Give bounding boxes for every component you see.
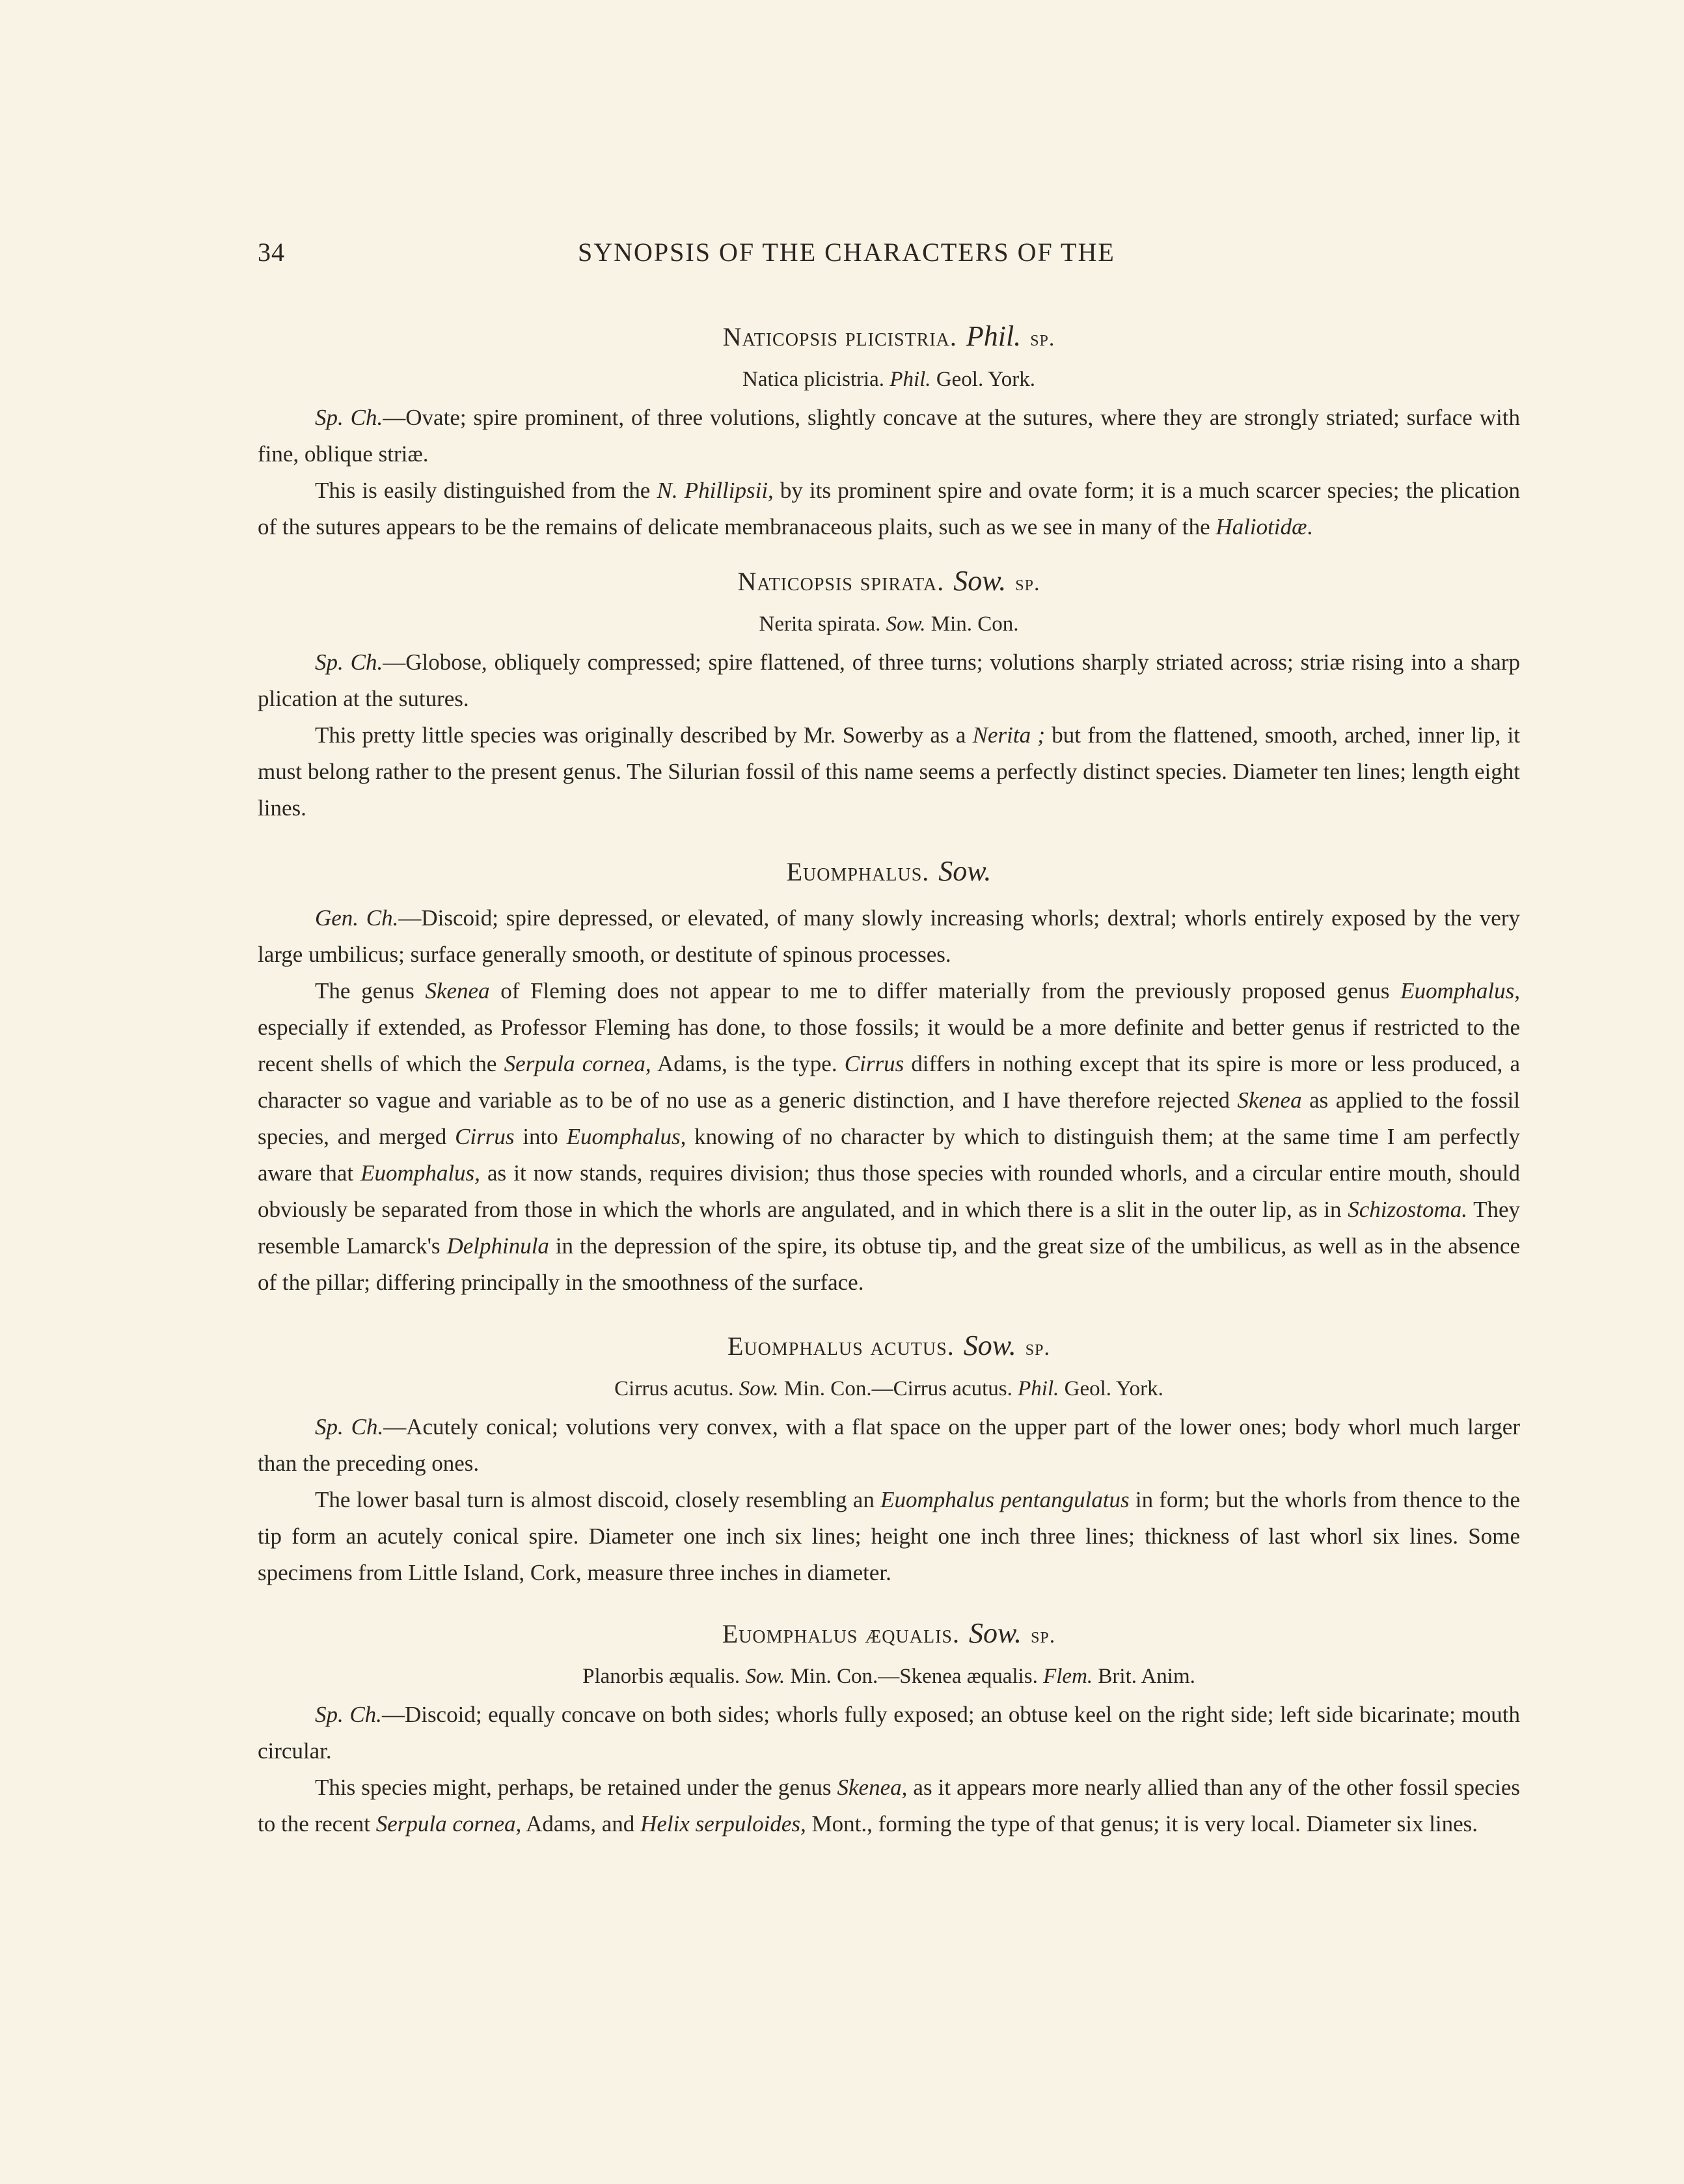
species-remarks: This species might, perhaps, be retained under the genus Skenea, as it appears more nearly allied than any of the other fossil species to the recent Serpula cornea, Adams, and Helix serpuloides, Mont., forming the type of that genus; it is very local. Diameter six lines. — [258, 1775, 1520, 1836]
species-remarks: This is easily distinguished from the N. Phillipsii, by its prominent spire and ovate form; it is a much scarcer species; the plication of the sutures appears to be the remains of delicate membranaceous plaits, such as we see in many of the Haliotidæ. — [258, 478, 1520, 539]
species-name: Naticopsis plicistria. — [722, 322, 957, 351]
species-remarks: The lower basal turn is almost discoid, closely resembling an Euomphalus pentangulatus in form; but the whorls from thence to the tip form an acutely conical spire. Diameter one inch six lines; height one inch three lines; thickness of last whorl six lines. Some specimens from Little Island, Cork, measure three inches in diameter. — [258, 1487, 1520, 1585]
genus-heading — [258, 853, 1520, 891]
page — [258, 237, 1520, 1842]
species-remarks: This pretty little species was originally described by Mr. Sowerby as a Nerita ; but from the flattened, smooth, arched, inner lip, it must belong rather to the present genus. The Silurian fossil of this name seems a perfectly distinct species. Diameter ten lines; length eight lines. — [258, 722, 1520, 821]
para-lead: Sp. Ch. — [315, 405, 383, 430]
entry-euomphalus-genus — [258, 853, 1520, 1301]
para-lead: Gen. Ch. — [315, 905, 399, 931]
genus-characters: Gen. Ch.—Discoid; spire depressed, or elevated, of many slowly increasing whorls; dextral; whorls entirely exposed by the very large umbilicus; surface generally smooth, or destitute of spinous processes. — [258, 905, 1520, 967]
species-tag: sp. — [1031, 1624, 1056, 1648]
genus-name: Euomphalus. — [786, 857, 930, 886]
page-number: 34 — [258, 238, 285, 267]
species-name: Euomphalus æqualis. — [722, 1619, 960, 1648]
synonym-line: Planorbis æqualis. Sow. Min. Con.—Skenea æqualis. Flem. Brit. Anim. — [582, 1665, 1195, 1688]
species-heading — [258, 318, 1520, 358]
species-name: Naticopsis spirata. — [737, 567, 945, 596]
synonym-line: Natica plicistria. Phil. Geol. York. — [742, 368, 1036, 391]
species-tag: sp. — [1025, 1336, 1050, 1360]
species-characters: Sp. Ch.—Acutely conical; volutions very convex, with a flat space on the upper part of the lower ones; body whorl much larger than the preceding ones. — [258, 1414, 1520, 1476]
species-name: Euomphalus acutus. — [727, 1331, 955, 1361]
genus-authority: Sow. — [938, 855, 992, 887]
entry-euomphalus-acutus — [258, 1327, 1520, 1591]
synonym-line: Nerita spirata. Sow. Min. Con. — [759, 612, 1019, 636]
synonym-line: Cirrus acutus. Sow. Min. Con.—Cirrus acutus. Phil. Geol. York. — [614, 1377, 1163, 1400]
species-authority: Sow. — [963, 1330, 1016, 1361]
species-heading — [258, 562, 1520, 603]
species-authority: Sow. — [968, 1617, 1022, 1649]
species-heading — [258, 1615, 1520, 1655]
genus-remarks: The genus Skenea of Fleming does not appear to me to differ materially from the previously proposed genus Euomphalus, especially if extended, as Professor Fleming has done, to those fossils; it would be a more definite and better genus if restricted to the recent shells of which the Serpula cornea, Adams, is the type. Cirrus differs in nothing except that its spire is more or less produced, a character so vague and variable as to be of no use as a generic distinction, and I have therefore rejected Skenea as applied to the fossil species, and merged Cirrus into Euomphalus, knowing of no character by which to distinguish them; at the same time I am perfectly aware that Euomphalus, as it now stands, requires division; thus those species with rounded whorls, and a circular entire mouth, should obviously be separated from those in which the whorls are angulated, and in which there is a slit in the outer lip, as in Schizostoma. They resemble Lamarck's Delphinula in the depression of the spire, its obtuse tip, and the great size of the umbilicus, as well as in the absence of the pillar; differing principally in the smoothness of the surface. — [258, 978, 1521, 1295]
species-authority: Sow. — [953, 565, 1007, 597]
running-title: SYNOPSIS OF THE CHARACTERS OF THE — [578, 238, 1115, 267]
species-authority: Phil. — [966, 320, 1022, 352]
running-head — [258, 237, 1520, 276]
entry-euomphalus-aequalis — [258, 1615, 1520, 1842]
species-tag: sp. — [1015, 571, 1040, 595]
para-lead: Sp. Ch. — [315, 1702, 382, 1727]
species-characters: Sp. Ch.—Ovate; spire prominent, of three volutions, slightly concave at the sutures, where they are strongly striated; surface with fine, oblique striæ. — [258, 405, 1520, 467]
para-lead: Sp. Ch. — [315, 649, 383, 675]
species-heading — [258, 1327, 1520, 1367]
para-lead: Sp. Ch. — [315, 1414, 384, 1440]
species-characters: Sp. Ch.—Globose, obliquely compressed; spire flattened, of three turns; volutions sharply striated across; striæ rising into a sharp plication at the sutures. — [258, 649, 1520, 711]
entry-naticopsis-spirata — [258, 562, 1520, 826]
species-tag: sp. — [1030, 327, 1055, 351]
entry-naticopsis-plicistria — [258, 318, 1520, 545]
species-characters: Sp. Ch.—Discoid; equally concave on both sides; whorls fully exposed; an obtuse keel on the right side; left side bicarinate; mouth circular. — [258, 1702, 1520, 1764]
